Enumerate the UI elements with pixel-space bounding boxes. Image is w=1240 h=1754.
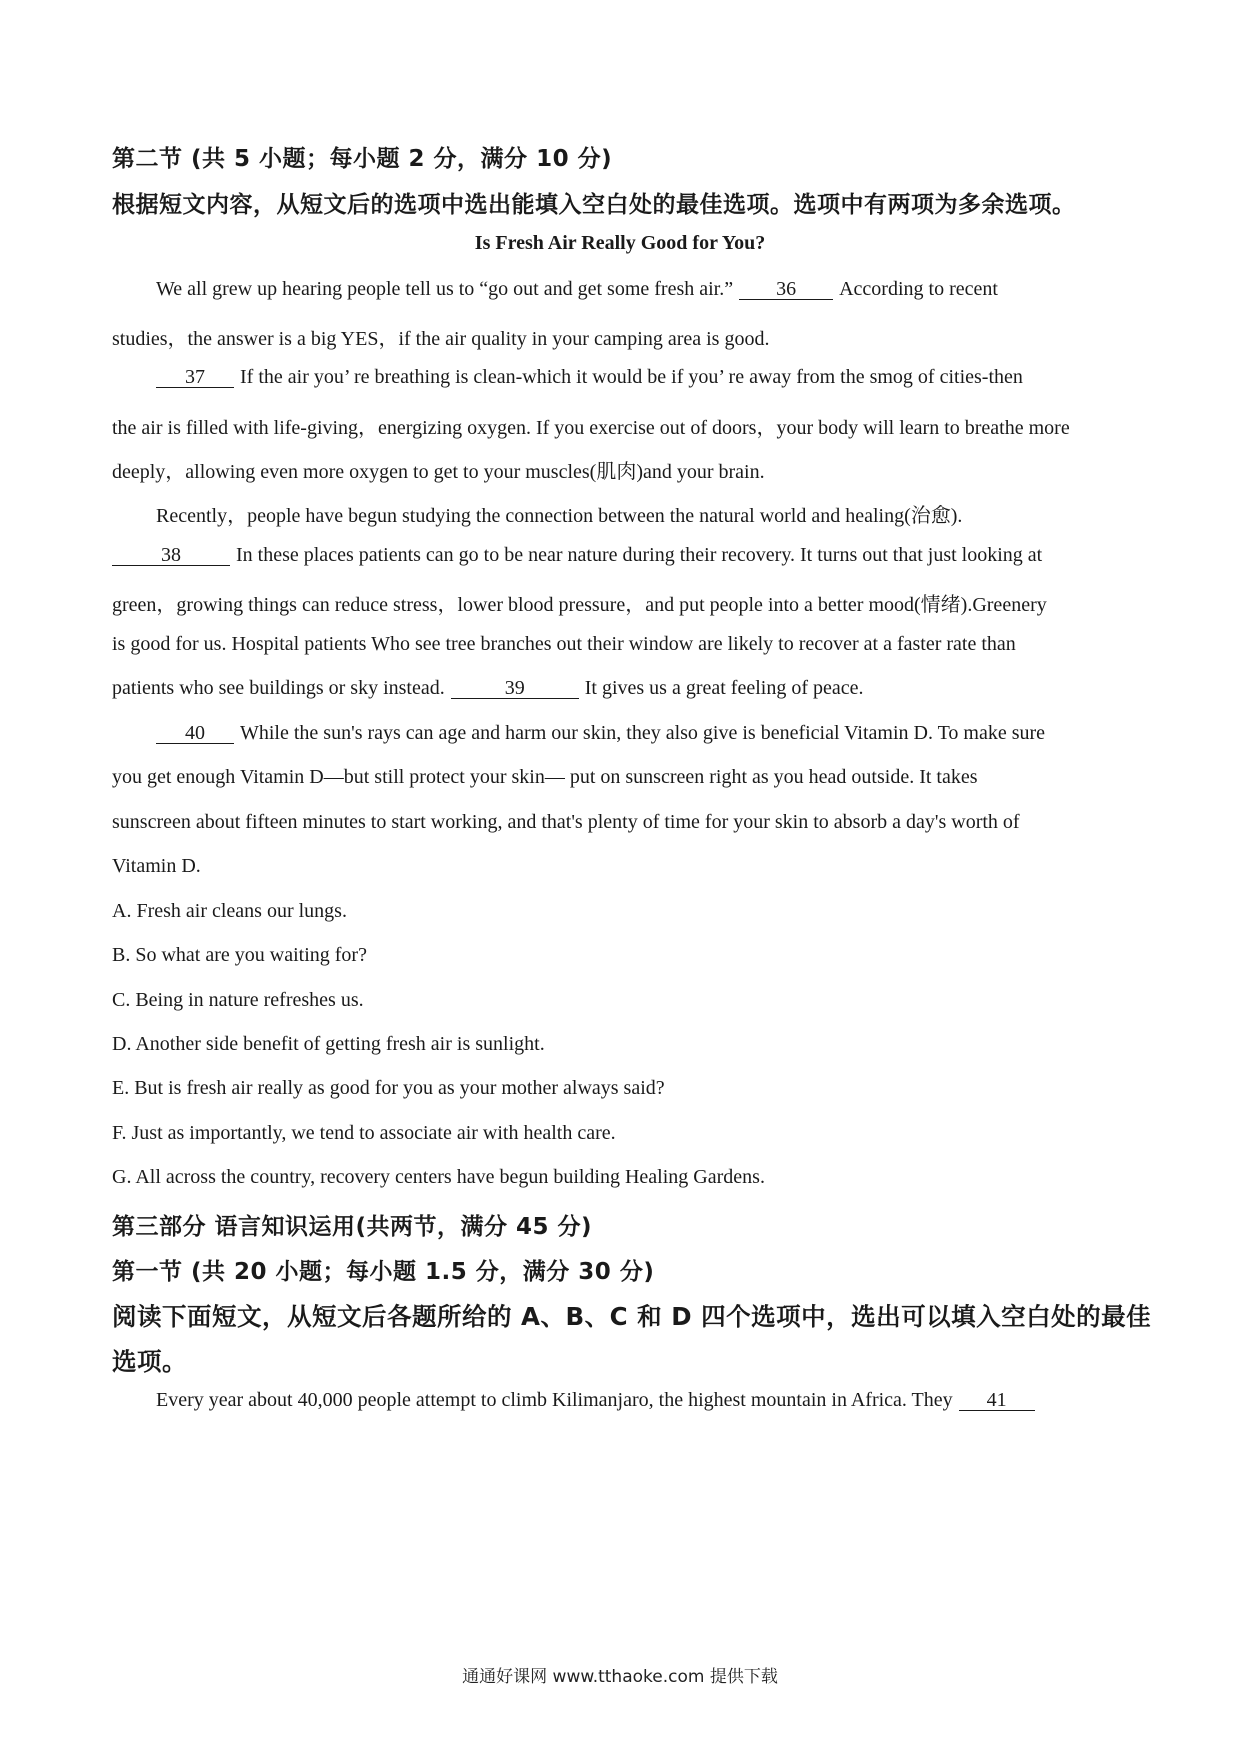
part-3-section-1-heading: 第一节 (共 20 小题；每小题 1.5 分，满分 30 分) bbox=[112, 1259, 655, 1285]
paragraph-1-text-a: We all grew up hearing people tell us to “go out and get some fresh air.” bbox=[156, 278, 734, 300]
option-e: E. But is fresh air really as good for you as your mother always said? bbox=[112, 1077, 665, 1099]
paragraph-3-line-4: is good for us. Hospital patients Who see tree branches out their window are likely to recover at a faster rate than bbox=[112, 633, 1016, 655]
paragraph-3-line-1: Recently，people have begun studying the connection between the natural world and healing(治愈). bbox=[156, 505, 963, 527]
option-f: F. Just as importantly, we tend to associate air with health care. bbox=[112, 1122, 616, 1144]
option-a: A. Fresh air cleans our lungs. bbox=[112, 900, 347, 922]
part-3-instruction-line-1: 阅读下面短文，从短文后各题所给的 A、B、C 和 D 四个选项中，选出可以填入空白处的最佳 bbox=[112, 1302, 1152, 1331]
paragraph-4-line-4: Vitamin D. bbox=[112, 855, 201, 877]
paragraph-3-line-3: green，growing things can reduce stress，lower blood pressure，and put people into a better mood(情绪).Greenery bbox=[112, 594, 1047, 616]
blank-40: 40 bbox=[156, 723, 234, 744]
blank-36: 36 bbox=[739, 279, 833, 300]
paragraph-1-line-1 bbox=[156, 278, 1136, 301]
option-d: D. Another side benefit of getting fresh air is sunlight. bbox=[112, 1033, 545, 1055]
passage-title: Is Fresh Air Really Good for You? bbox=[474, 232, 766, 254]
paragraph-1-line-2: studies，the answer is a big YES，if the air quality in your camping area is good. bbox=[112, 328, 770, 350]
blank-37: 37 bbox=[156, 367, 234, 388]
paragraph-1-text-b: According to recent bbox=[839, 278, 998, 300]
part-3-instruction-line-2: 选项。 bbox=[112, 1347, 187, 1376]
paragraph-2-line-3: deeply，allowing even more oxygen to get to your muscles(肌肉)and your brain. bbox=[112, 461, 765, 483]
footer-source: 通通好课网 www.tthaoke.com 提供下载 bbox=[462, 1667, 778, 1687]
paragraph-4-line-3: sunscreen about fifteen minutes to start working, and that's plenty of time for your skin to absorb a day's worth of bbox=[112, 811, 1020, 833]
paragraph-4-text-a: While the sun's rays can age and harm our skin, they also give is beneficial Vitamin D. To make sure bbox=[240, 722, 1046, 744]
blank-38: 38 bbox=[112, 545, 230, 566]
option-b: B. So what are you waiting for? bbox=[112, 944, 367, 966]
part-3-paragraph-1-text: Every year about 40,000 people attempt to climb Kilimanjaro, the highest mountain in Africa. They bbox=[156, 1389, 953, 1411]
paragraph-3-line-2 bbox=[112, 544, 1132, 567]
paragraph-3-line-5 bbox=[112, 677, 1132, 700]
section-2-instruction: 根据短文内容，从短文后的选项中选出能填入空白处的最佳选项。选项中有两项为多余选项。 bbox=[112, 192, 1076, 218]
paragraph-3-text-f: It gives us a great feeling of peace. bbox=[584, 677, 864, 699]
part-3-heading: 第三部分 语言知识运用(共两节，满分 45 分) bbox=[112, 1214, 593, 1240]
option-c: C. Being in nature refreshes us. bbox=[112, 989, 364, 1011]
paragraph-4-line-1 bbox=[156, 722, 1136, 745]
section-2-heading: 第二节 (共 5 小题；每小题 2 分，满分 10 分) bbox=[112, 146, 613, 172]
paragraph-2-line-2: the air is filled with life-giving，energizing oxygen. If you exercise out of doors，your body will learn to breathe more bbox=[112, 417, 1070, 439]
option-g: G. All across the country, recovery centers have begun building Healing Gardens. bbox=[112, 1166, 765, 1188]
paragraph-4-line-2: you get enough Vitamin D—but still protect your skin— put on sunscreen right as you head outside. It takes bbox=[112, 766, 978, 788]
paragraph-2-text-a: If the air you’ re breathing is clean-which it would be if you’ re away from the smog of cities-then bbox=[240, 366, 1023, 388]
paragraph-3-text-e: patients who see buildings or sky instead. bbox=[112, 677, 445, 699]
blank-41: 41 bbox=[959, 1390, 1035, 1411]
blank-39: 39 bbox=[451, 678, 579, 699]
part-3-paragraph-1-line-1 bbox=[156, 1389, 1136, 1412]
paragraph-3-text-b: In these places patients can go to be near nature during their recovery. It turns out that just looking at bbox=[236, 544, 1043, 566]
paragraph-2-line-1 bbox=[156, 366, 1136, 389]
